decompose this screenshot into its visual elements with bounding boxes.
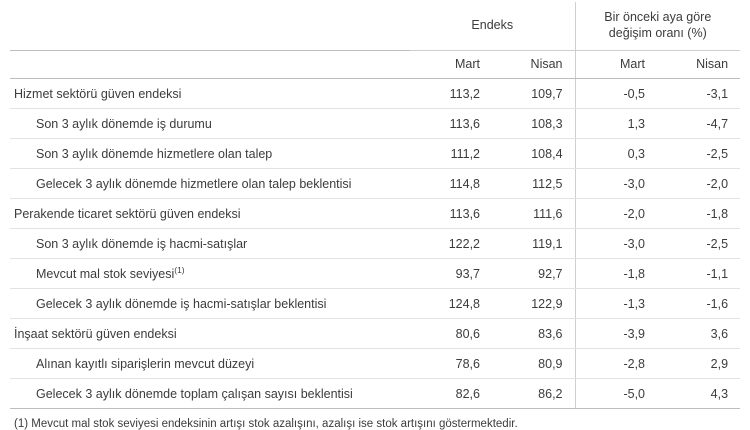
cell-change-mart: -3,0 [575,169,657,199]
table-row [10,289,740,319]
cell-index-mart: 80,6 [410,319,492,349]
cell-index-mart: 113,6 [410,199,492,229]
cell-index-nisan: 108,4 [492,139,575,169]
row-label [10,349,410,379]
cell-index-nisan: 122,9 [492,289,575,319]
cell-change-nisan: -1,8 [657,199,740,229]
cell-change-nisan: 2,9 [657,349,740,379]
cell-change-nisan: -1,6 [657,289,740,319]
cell-index-nisan: 112,5 [492,169,575,199]
cell-change-nisan: -2,5 [657,139,740,169]
table-row [10,169,740,199]
header-corner-cell [10,2,410,51]
cell-change-nisan: -4,7 [657,109,740,139]
row-label-text: Son 3 aylık dönemde iş hacmi-satışlar [36,236,248,251]
cell-index-nisan: 111,6 [492,199,575,229]
header-blank-cell [10,51,410,79]
cell-index-mart: 111,2 [410,139,492,169]
table-container [0,2,750,430]
cell-change-nisan: 4,3 [657,379,740,409]
header-group-endeks: Endeks [410,2,575,51]
row-label-text: Alınan kayıtlı siparişlerin mevcut düzeyi [36,356,255,371]
cell-index-nisan: 80,9 [492,349,575,379]
row-label-text: Son 3 aylık dönemde iş durumu [36,116,212,131]
header-col-index-mart: Mart [410,51,492,79]
cell-index-mart: 93,7 [410,259,492,289]
row-label-text: Gelecek 3 aylık dönemde iş hacmi-satışlar beklentisi [36,296,327,311]
cell-change-mart: 1,3 [575,109,657,139]
cell-change-nisan: -2,0 [657,169,740,199]
cell-change-nisan: -2,5 [657,229,740,259]
cell-index-mart: 113,6 [410,109,492,139]
table-row [10,139,740,169]
header-group-row [10,2,740,51]
table-row [10,259,740,289]
table-body [10,79,740,409]
row-label-text: Son 3 aylık dönemde hizmetlere olan talep [36,146,273,161]
cell-change-nisan: -3,1 [657,79,740,109]
cell-index-nisan: 86,2 [492,379,575,409]
table-row [10,349,740,379]
row-label-text: Mevcut mal stok seviyesi [36,266,175,281]
cell-index-nisan: 119,1 [492,229,575,259]
cell-change-mart: -3,9 [575,319,657,349]
cell-change-mart: -3,0 [575,229,657,259]
cell-change-nisan: 3,6 [657,319,740,349]
header-group-change-line2: değişim oranı (%) [608,26,707,40]
row-label [10,139,410,169]
row-label-text: Hizmet sektörü güven endeksi [14,86,182,101]
table-row [10,79,740,109]
footnote-marker: (1) [174,264,185,275]
cell-index-mart: 124,8 [410,289,492,319]
cell-index-mart: 122,2 [410,229,492,259]
cell-index-nisan: 109,7 [492,79,575,109]
table-row [10,199,740,229]
cell-index-mart: 113,2 [410,79,492,109]
row-label-text: Perakende ticaret sektörü güven endeksi [14,206,241,221]
row-label [10,319,410,349]
cell-index-mart: 78,6 [410,349,492,379]
row-label [10,199,410,229]
row-label [10,259,410,289]
row-label [10,289,410,319]
cell-change-nisan: -1,1 [657,259,740,289]
row-label [10,79,410,109]
cell-index-mart: 114,8 [410,169,492,199]
header-col-index-nisan: Nisan [492,51,575,79]
cell-index-nisan: 92,7 [492,259,575,289]
row-label-text: İnşaat sektörü güven endeksi [14,326,177,341]
cell-change-mart: 0,3 [575,139,657,169]
cell-index-nisan: 83,6 [492,319,575,349]
indicators-table [10,2,740,409]
row-label-text: Gelecek 3 aylık dönemde hizmetlere olan talep beklentisi [36,176,352,191]
header-col-change-nisan: Nisan [657,51,740,79]
row-label [10,169,410,199]
table-row [10,379,740,409]
cell-change-mart: -0,5 [575,79,657,109]
cell-change-mart: -2,8 [575,349,657,379]
cell-index-nisan: 108,3 [492,109,575,139]
cell-index-mart: 82,6 [410,379,492,409]
header-col-change-mart: Mart [575,51,657,79]
cell-change-mart: -1,3 [575,289,657,319]
header-group-change-line1: Bir önceki aya göre [604,10,712,25]
cell-change-mart: -1,8 [575,259,657,289]
row-label [10,229,410,259]
row-label-text: Gelecek 3 aylık dönemde toplam çalışan sayısı beklentisi [36,386,353,401]
row-label [10,109,410,139]
table-header [10,2,740,79]
header-column-row [10,51,740,79]
cell-change-mart: -2,0 [575,199,657,229]
table-footnote: (1) Mevcut mal stok seviyesi endeksinin artışı stok azalışını, azalışı ise stok artışını göstermektedir. [14,418,518,430]
table-row [10,109,740,139]
header-group-change [575,2,740,51]
row-label [10,379,410,409]
table-row [10,319,740,349]
cell-change-mart: -5,0 [575,379,657,409]
table-row [10,229,740,259]
